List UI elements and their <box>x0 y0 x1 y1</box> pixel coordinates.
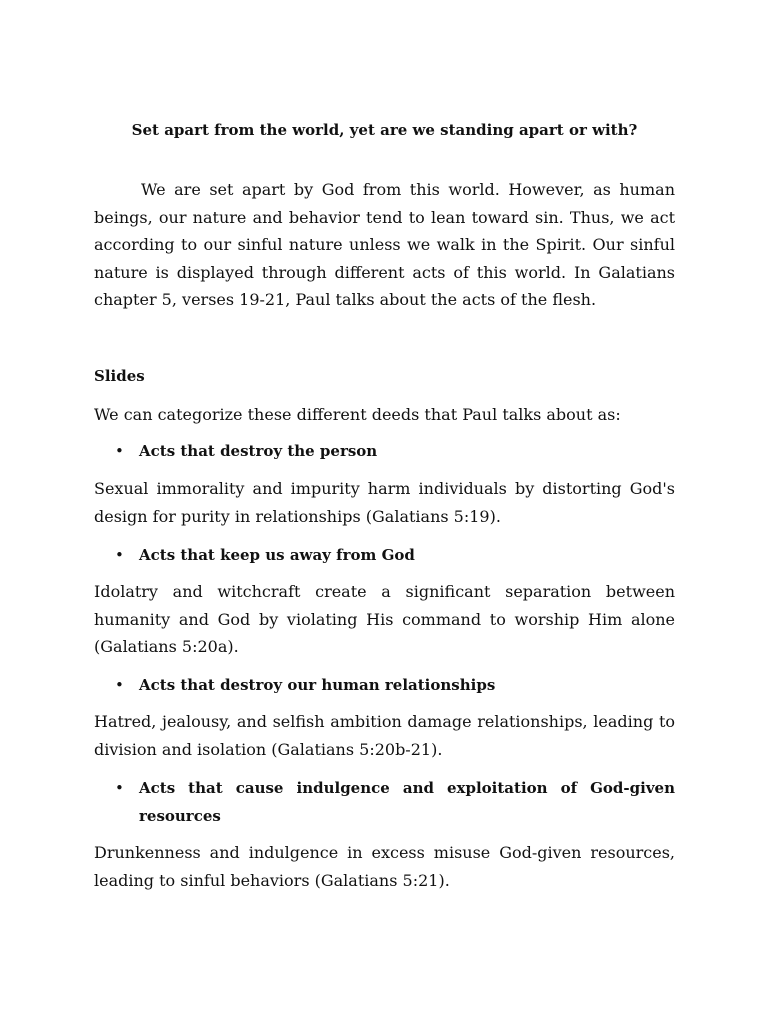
bullet-item-2 <box>94 541 675 569</box>
bullet-item-3 <box>94 671 675 699</box>
bullet-heading: Acts that destroy our human relationships <box>139 676 496 694</box>
section-lead-paragraph: We can categorize these different deeds that Paul talks about as: <box>94 405 621 424</box>
document-title: Set apart from the world, yet are we standing apart or with? <box>131 121 638 139</box>
bullet-heading: Acts that cause indulgence and exploitation of God-given resources <box>139 779 675 825</box>
bullet-icon: • <box>115 442 124 460</box>
bullet-icon: • <box>115 546 124 564</box>
bullet-heading: Acts that keep us away from God <box>139 546 415 564</box>
intro-paragraph: We are set apart by God from this world. However, as human beings, our nature and behavior tend to lean toward sin. Thus, we act according to our sinful nature unless we walk in the Spirit. Our sinful nature is displayed through different acts of this world. In Galatians chapter 5, verses 19-21, Paul talks about the acts of the flesh. <box>94 180 675 309</box>
item-paragraph-3: Hatred, jealousy, and selfish ambition damage relationships, leading to division and isolation (Galatians 5:20b-21). <box>94 712 675 759</box>
section-heading-slides: Slides <box>94 367 145 385</box>
bullet-icon: • <box>115 779 124 797</box>
item-paragraph-4: Drunkenness and indulgence in excess misuse God-given resources, leading to sinful behaviors (Galatians 5:21). <box>94 843 675 890</box>
item-paragraph-2: Idolatry and witchcraft create a significant separation between humanity and God by violating His command to worship Him alone (Galatians 5:20a). <box>94 582 675 656</box>
bullet-item-1 <box>94 437 675 465</box>
bullet-item-4 <box>94 774 675 830</box>
bullet-heading: Acts that destroy the person <box>139 442 378 460</box>
bullet-icon: • <box>115 676 124 694</box>
item-paragraph-1: Sexual immorality and impurity harm individuals by distorting God's design for purity in relationships (Galatians 5:19). <box>94 479 675 526</box>
